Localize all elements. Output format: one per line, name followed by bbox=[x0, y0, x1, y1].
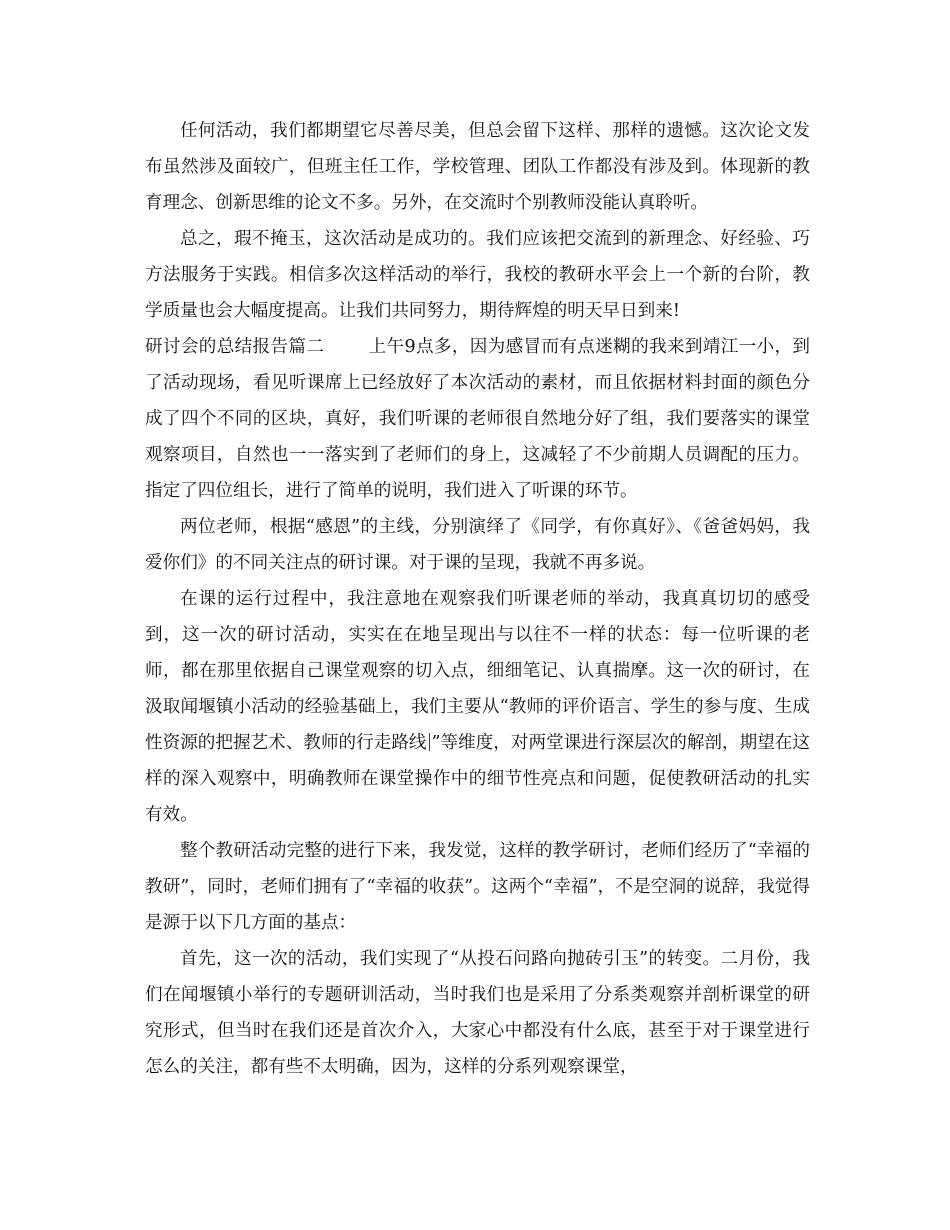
section-first-paragraph: 上午9点多，因为感冒而有点迷糊的我来到靖江一小，到了活动现场，看见听课席上已经放好了本次活动的素材，而且依据材料封面的颜色分成了四个不同的区块，真好，我们听课的老师很自然地分好了组，我们要落实的课堂观察项目，自然也一一落实到了老师们的身上，这减轻了不少前期人员调配的压力。指定了四位组长，进行了简单的说明，我们进入了听课的环节。 bbox=[145, 337, 810, 501]
paragraph-happiness: 整个教研活动完整的进行下来，我发觉，这样的教学研讨，老师们经历了“幸福的教研”，同时，老师们拥有了“幸福的收获”。这两个“幸福”，不是空洞的说辞，我觉得是源于以下几方面的基点： bbox=[145, 841, 810, 933]
section-two-paragraph bbox=[145, 329, 810, 509]
paragraph-regret: 任何活动，我们都期望它尽善尽美，但总会留下这样、那样的遗憾。这次论文发布虽然涉及面较广，但班主任工作，学校管理、团队工作都没有涉及到。体现新的教育理念、创新思维的论文不多。另外，在交流时个别教师没能认真聆听。 bbox=[145, 121, 810, 213]
paragraph-summary: 总之，瑕不掩玉，这次活动是成功的。我们应该把交流到的新理念、好经验、巧方法服务于实践。相信多次这样活动的举行，我校的教研水平会上一个新的台阶，教学质量也会大幅度提高。让我们共同努力，期待辉煌的明天早日到来! bbox=[145, 229, 810, 321]
paragraph-two-teachers: 两位老师，根据“感恩”的主线，分别演绎了《同学，有你真好》、《爸爸妈妈，我爱你们》的不同关注点的研讨课。对于课的呈现，我就不再多说。 bbox=[145, 517, 810, 573]
observation-text-a: 在课的运行过程中，我注意地在观察我们听课老师的举动，我真真切切的感受到，这一次的研讨活动，实实在在地呈现出与以往不一样的状态：每一位听课的老师，都在那里依据自己课堂观察的切入点，细细笔记、认真揣摩。这一次的研讨，在汲取闻堰镇小活动的经验基础上，我们主要从“教师的评价语言、学生的参与度、生成性资源的把握艺术、教师的行走路线 bbox=[145, 589, 810, 753]
section-heading: 研讨会的总结报告篇二 bbox=[145, 337, 325, 357]
observation-text-b: ”等维度，对两堂课进行深层次的解剖，期望在这样的深入观察中，明确教师在课堂操作中的细节性亮点和问题，促使教研活动的扎实有效。 bbox=[145, 733, 810, 825]
paragraph-first-point: 首先，这一次的活动，我们实现了“从投石问路向抛砖引玉”的转变。二月份，我们在闻堰镇小举行的专题研训活动，当时我们也是采用了分系类观察并剖析课堂的研究形式，但当时在我们还是首次介入，大家心中都没有什么底，甚至于对于课堂进行怎么的关注，都有些不太明确，因为，这样的分系列观察课堂， bbox=[145, 949, 810, 1077]
document-body bbox=[145, 113, 810, 1085]
paragraph-observation bbox=[145, 581, 810, 833]
text-cursor bbox=[429, 733, 430, 751]
